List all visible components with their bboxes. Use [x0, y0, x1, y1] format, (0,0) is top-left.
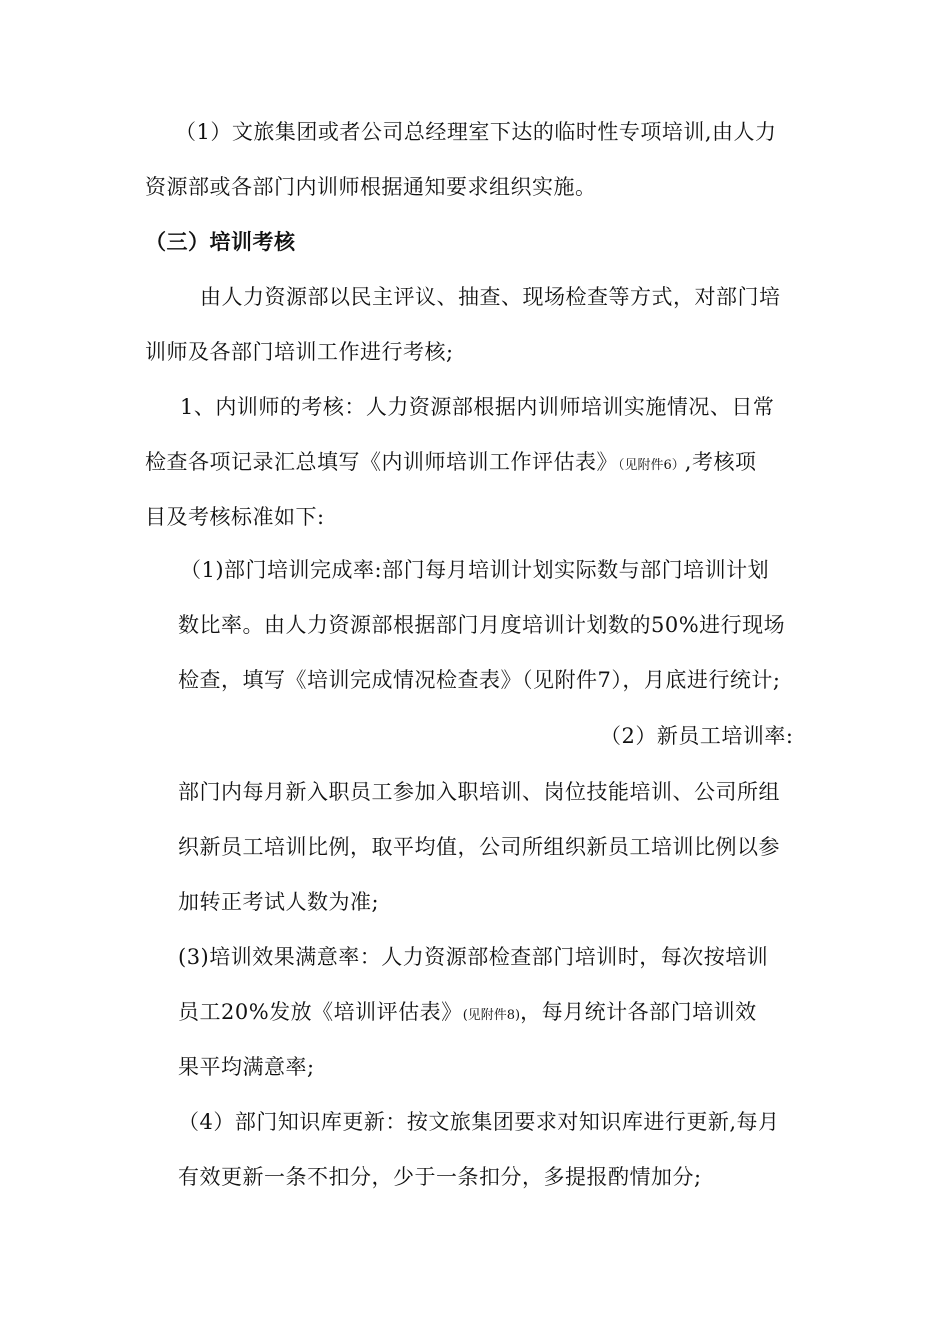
item-4-line-1: （4）部门知识库更新：按文旅集团要求对知识库进行更新,每月 — [178, 1110, 780, 1134]
item-1-line-1: （1)部门培训完成率:部门每月培训计划实际数与部门培训计划 — [180, 558, 770, 582]
item-3-line-2-tail: ，每月统计各部门培训效 — [520, 1000, 757, 1024]
item-3-line-3: 果平均满意率; — [178, 1055, 315, 1079]
item-3-line-2-text: 员工20%发放《培训评估表》 — [178, 1000, 463, 1024]
paragraph-line-6 — [145, 448, 756, 480]
paragraph-line-1: （1）文旅集团或者公司总经理室下达的临时性专项培训,由人力 — [175, 120, 777, 144]
paragraph-line-3: 由人力资源部以民主评议、抽查、现场检查等方式，对部门培 — [200, 285, 781, 309]
item-2-line-1: 部门内每月新入职员工参加入职培训、岗位技能培训、公司所组 — [178, 780, 780, 804]
item-3-line-1: (3)培训效果满意率：人力资源部检查部门培训时，每次按培训 — [178, 945, 769, 969]
paragraph-line-2: 资源部或各部门内训师根据通知要求组织实施。 — [145, 175, 597, 199]
paragraph-line-4: 训师及各部门培训工作进行考核; — [145, 340, 454, 364]
item-2-line-3: 加转正考试人数为准; — [178, 890, 380, 914]
attachment-ref-8: (见附件8) — [462, 1008, 521, 1023]
paragraph-line-5: 1、内训师的考核：人力资源部根据内训师培训实施情况、日常 — [180, 395, 775, 419]
item-4-line-2: 有效更新一条不扣分，少于一条扣分，多提报酌情加分; — [178, 1165, 702, 1189]
item-3-line-2 — [178, 998, 757, 1030]
item-1-line-2: 数比率。由人力资源部根据部门月度培训计划数的50%进行现场 — [178, 613, 786, 637]
item-2-line-2: 织新员工培训比例，取平均值，公司所组织新员工培训比例以参 — [178, 835, 780, 859]
item-1-line-3: 检查，填写《培训完成情况检查表》（见附件7），月底进行统计; — [178, 668, 781, 692]
paragraph-line-7: 目及考核标准如下: — [145, 505, 325, 529]
paragraph-line-6-tail: ,考核项 — [684, 450, 757, 474]
section-heading: （三）培训考核 — [145, 230, 296, 254]
item-2-heading: （2）新员工培训率: — [600, 724, 794, 748]
attachment-ref-6: （见附件6） — [618, 458, 685, 473]
paragraph-line-6-text: 检查各项记录汇总填写《内训师培训工作评估表》 — [145, 450, 618, 474]
